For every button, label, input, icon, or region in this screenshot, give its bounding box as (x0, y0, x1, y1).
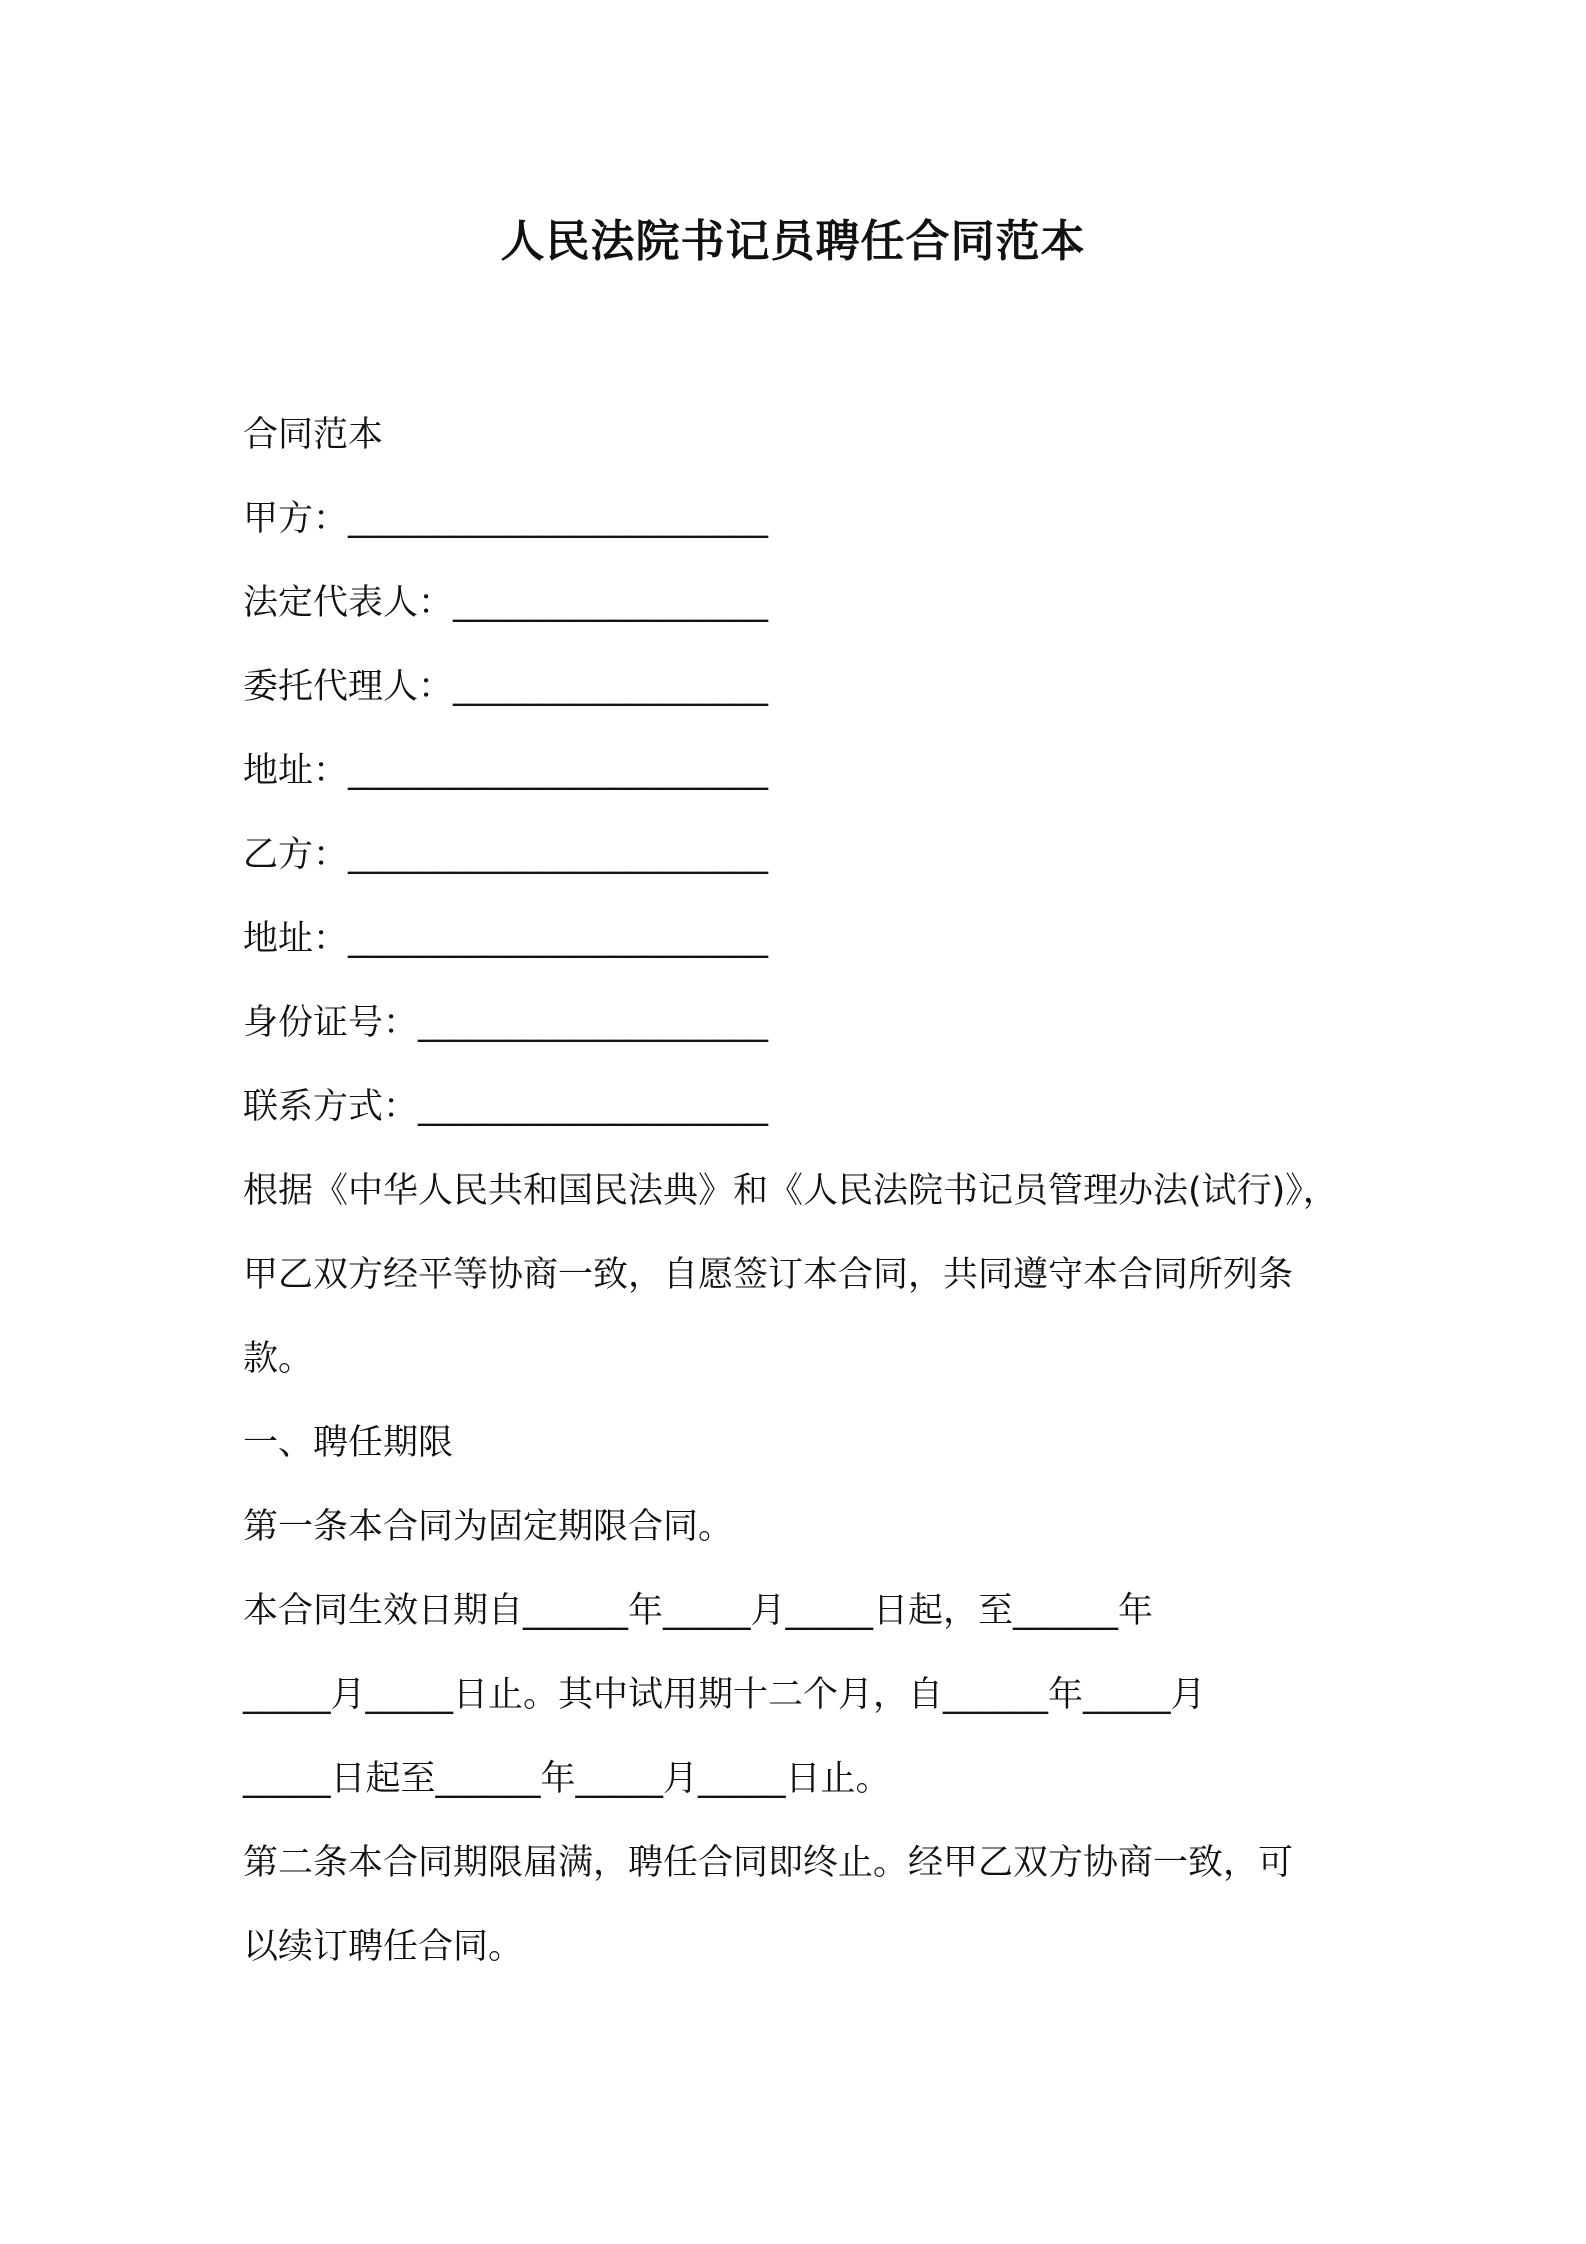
preamble-line: 甲乙双方经平等协商一致，自愿签订本合同，共同遵守本合同所列条 (243, 1255, 1294, 1295)
id-number-field: 身份证号：____________________ (243, 1003, 769, 1043)
party-b-field: 乙方：________________________ (243, 835, 769, 875)
contact-field: 联系方式：____________________ (243, 1087, 769, 1127)
party-a-address-field: 地址：________________________ (243, 751, 769, 791)
article-two-line: 第二条本合同期限届满，聘任合同即终止。经甲乙双方协商一致，可 (243, 1843, 1294, 1883)
authorized-agent-field: 委托代理人：__________________ (243, 667, 769, 707)
section-heading-term: 一、聘任期限 (243, 1423, 454, 1463)
document-title: 人民法院书记员聘任合同范本 (500, 216, 1086, 267)
probation-date-line: _____日起至______年_____月_____日止。 (243, 1759, 891, 1799)
preamble-line: 款。 (243, 1339, 314, 1379)
section-heading-contract-template: 合同范本 (243, 415, 384, 455)
article-two-line: 以续订聘任合同。 (243, 1927, 524, 1967)
effective-date-line: _____月_____日止。其中试用期十二个月，自______年_____月 (243, 1675, 1206, 1715)
party-a-field: 甲方：________________________ (243, 499, 769, 539)
article-one: 第一条本合同为固定期限合同。 (243, 1507, 734, 1547)
effective-date-line: 本合同生效日期自______年_____月_____日起，至______年 (243, 1591, 1154, 1631)
legal-representative-field: 法定代表人：__________________ (243, 583, 769, 623)
preamble-line: 根据《中华人民共和国民法典》和《人民法院书记员管理办法(试行)》， (243, 1171, 1338, 1211)
party-b-address-field: 地址：________________________ (243, 919, 769, 959)
